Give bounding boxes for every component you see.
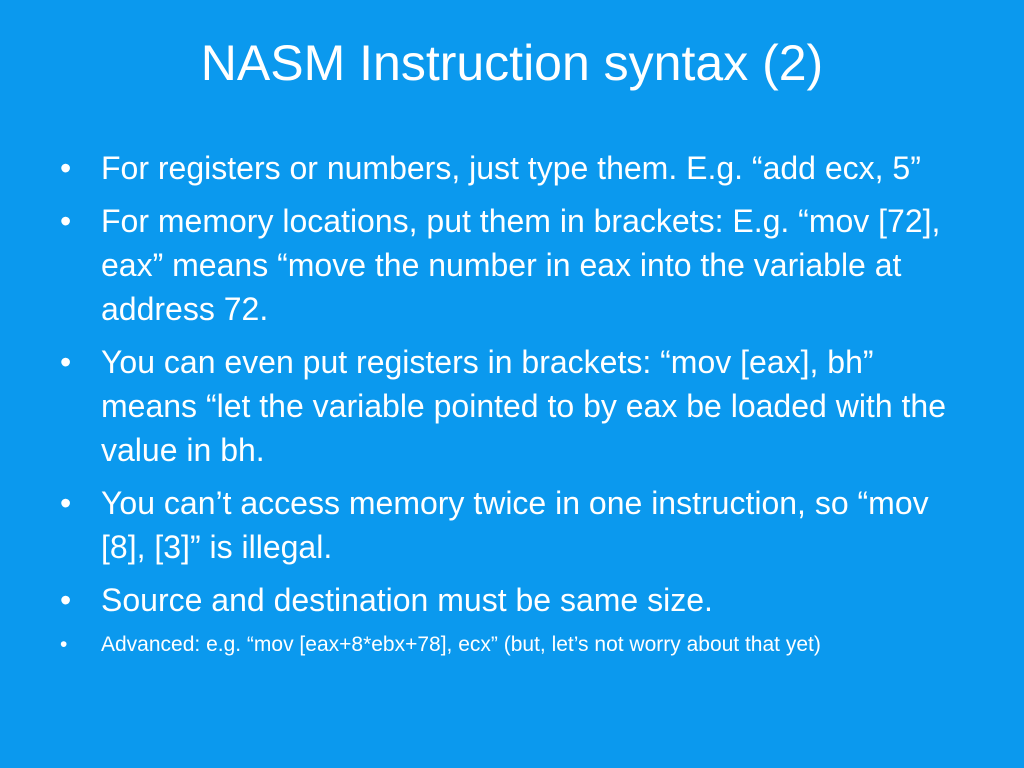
bullet-dot-icon: •	[60, 485, 72, 521]
bullet-text: You can’t access memory twice in one instruction, so “mov [8], [3]” is illegal.	[101, 485, 929, 565]
bullet-item-registers-in-brackets	[58, 340, 963, 472]
bullet-list	[58, 146, 963, 659]
bullet-item-advanced	[58, 631, 963, 659]
bullet-item-memory-locations	[58, 199, 963, 331]
bullet-text: For registers or numbers, just type them. E.g. “add ecx, 5”	[101, 150, 921, 186]
bullet-item-same-size	[58, 578, 963, 622]
bullet-dot-icon: •	[60, 633, 68, 656]
bullet-text: Source and destination must be same size.	[101, 582, 713, 618]
bullet-dot-icon: •	[60, 582, 72, 618]
bullet-item-memory-twice	[58, 481, 963, 569]
slide-title: NASM Instruction syntax (2)	[200, 35, 824, 91]
bullet-text: For memory locations, put them in brackets: E.g. “mov [72], eax” means “move the number in eax into the variable at address 72.	[101, 203, 941, 327]
bullet-dot-icon: •	[60, 150, 72, 186]
bullet-item-registers	[58, 146, 963, 190]
bullet-text: Advanced: e.g. “mov [eax+8*ebx+78], ecx” (but, let’s not worry about that yet)	[101, 633, 821, 656]
bullet-dot-icon: •	[60, 344, 72, 380]
bullet-dot-icon: •	[60, 203, 72, 239]
bullet-text: You can even put registers in brackets: “mov [eax], bh” means “let the variable pointed to by eax be loaded with the value in bh.	[101, 344, 946, 468]
